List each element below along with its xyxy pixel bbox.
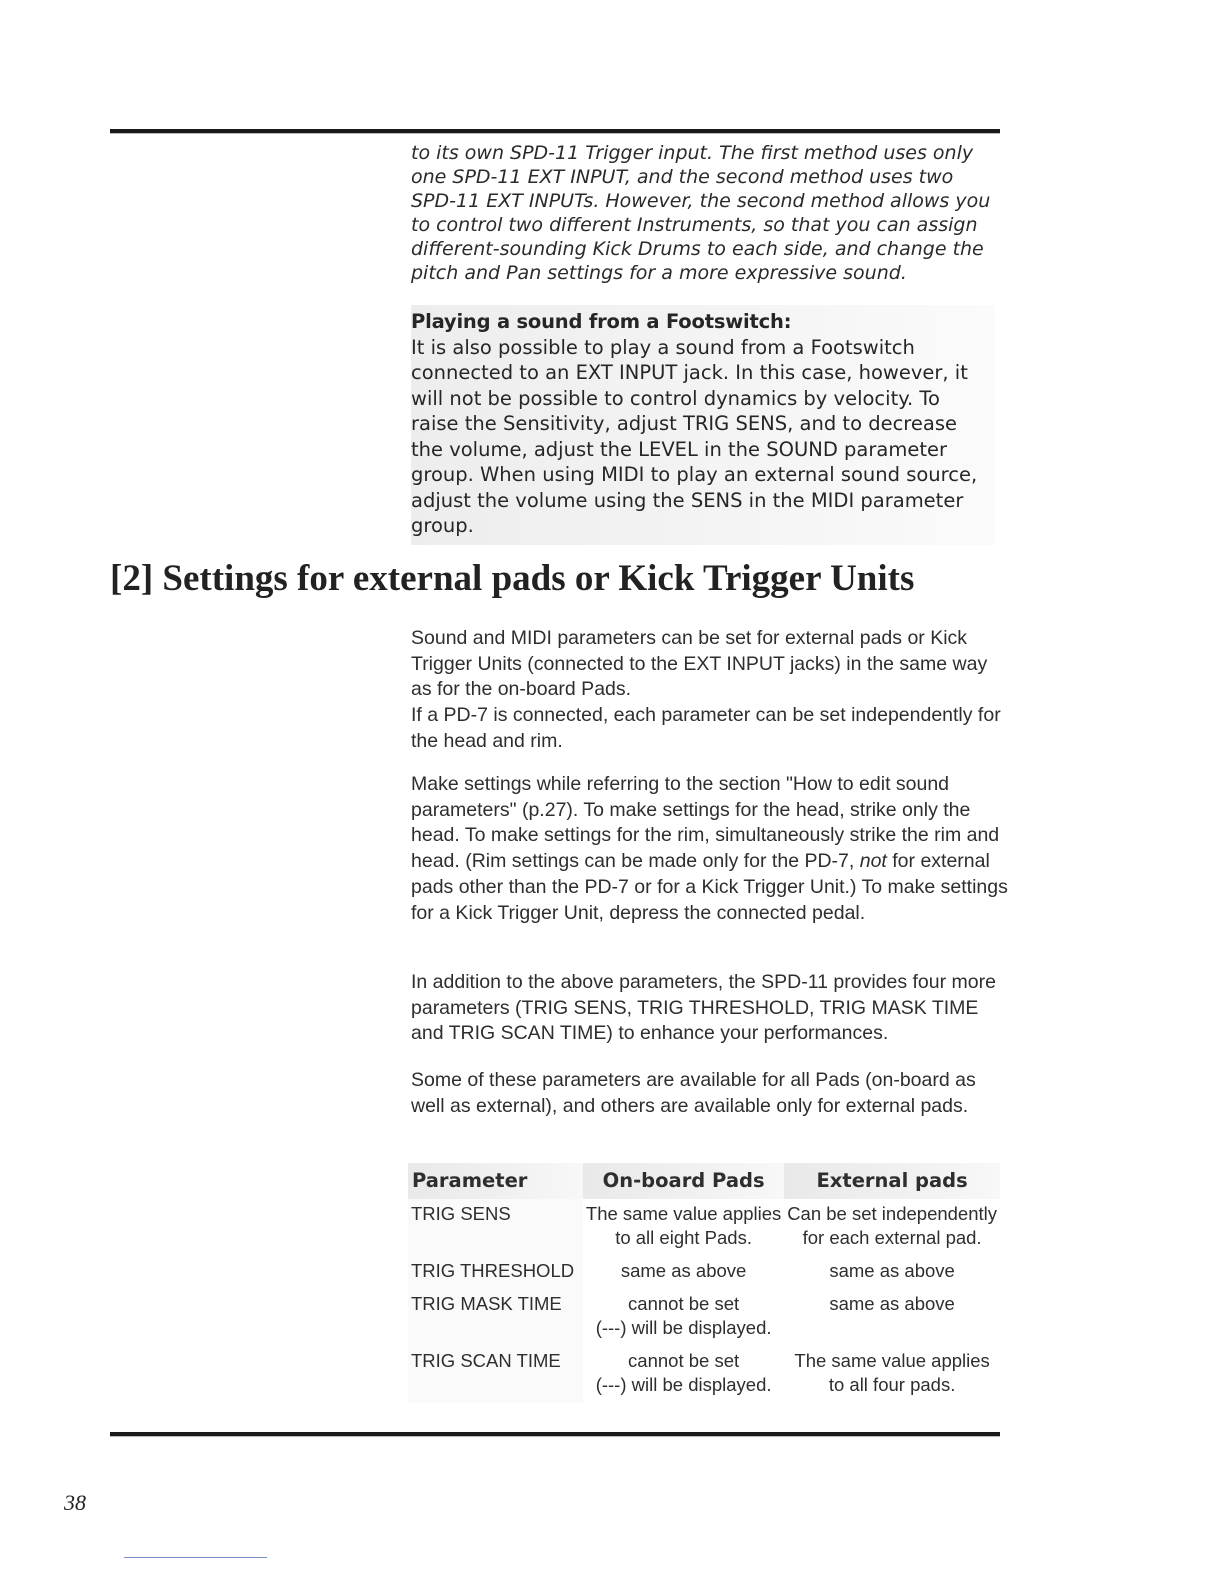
table-row (408, 1346, 1000, 1403)
onboard-value (583, 1256, 784, 1289)
header-onboard-pads: On-board Pads (583, 1163, 784, 1199)
paragraph-text: If a PD-7 is connected, each parameter can be set independently for the head and rim. (411, 704, 1001, 752)
footer-line (124, 1557, 267, 1558)
header-external-pads: External pads (784, 1163, 1000, 1199)
paragraph-text: Make settings while referring to the section "How to edit sound parameters" (p.27). To make settings for the head, strike only the head. To make settings for the rim, simultaneously strike the rim and head. (Rim settings can be made only for the PD-7, (411, 773, 1000, 873)
cell-line: to all four pads. (828, 1374, 956, 1395)
paragraph-additional-params: In addition to the above parameters, the SPD-11 provides four more parameters (TRIG SENS, TRIG THRESHOLD, TRIG MASK TIME and TRIG SCAN TIME) to enhance your performances. (411, 971, 996, 1045)
paragraph-availability: Some of these parameters are available for all Pads (on-board as well as external), and others are available only for external pads. (411, 1069, 976, 1117)
table-header-row (408, 1163, 1000, 1199)
cell-line: same as above (620, 1260, 747, 1281)
table-row (408, 1256, 1000, 1289)
param-name: TRIG THRESHOLD (408, 1256, 583, 1289)
cell-line: cannot be set (628, 1293, 740, 1314)
param-name: TRIG MASK TIME (408, 1289, 583, 1346)
intro-paragraph: to its own SPD-11 Trigger input. The first method uses only one SPD-11 EXT INPUT, and the second method uses two SPD-11 EXT INPUTs. However, the second method allows you to control two different Instruments, so that you can assign different-sounding Kick Drums to each side, and change the pitch and Pan settings for a more expressive sound. (411, 142, 991, 284)
external-value (784, 1346, 1000, 1403)
cell-line: Can be set independently (787, 1203, 998, 1224)
parameter-table (408, 1163, 1000, 1403)
note-title: Playing a sound from a Footswitch: (411, 310, 792, 333)
param-name: TRIG SENS (408, 1199, 583, 1256)
footswitch-note (411, 305, 995, 545)
external-value (784, 1199, 1000, 1256)
cell-line: cannot be set (628, 1350, 740, 1371)
cell-line: same as above (829, 1260, 955, 1281)
table-row (408, 1289, 1000, 1346)
onboard-value (583, 1289, 784, 1346)
bottom-rule (110, 1432, 1000, 1437)
onboard-value (583, 1346, 784, 1403)
note-body: It is also possible to play a sound from a Footswitch connected to an EXT INPUT jack. In this case, however, it will not be possible to control dynamics by velocity. To raise the Sensitivity, adjust TRIG SENS, and to decrease the volume, adjust the LEVEL in the SOUND parameter group. When using MIDI to play an external sound source, adjust the volume using the SENS in the MIDI parameter group. (411, 335, 978, 537)
cell-line: The same value applies (794, 1350, 990, 1371)
paragraph-text: Sound and MIDI parameters can be set for external pads or Kick Trigger Units (connected to the EXT INPUT jacks) in the same way as for the on-board Pads. (411, 627, 988, 701)
onboard-value (583, 1199, 784, 1256)
page-number: 38 (64, 1490, 86, 1515)
header-parameter: Parameter (408, 1163, 583, 1199)
cell-line: to all eight Pads. (615, 1227, 752, 1248)
emphasis-not: not (859, 850, 887, 873)
paragraph-sound-midi (411, 626, 1011, 755)
cell-line: (---) will be displayed. (595, 1317, 772, 1338)
section-title: [2] Settings for external pads or Kick Trigger Units (110, 558, 915, 599)
top-rule (110, 129, 1000, 134)
cell-line: The same value applies (585, 1203, 782, 1224)
table-row (408, 1199, 1000, 1256)
external-value (784, 1256, 1000, 1289)
paragraph-make-settings (411, 772, 1011, 926)
cell-line: (---) will be displayed. (595, 1374, 772, 1395)
external-value (784, 1289, 1000, 1346)
cell-line: for each external pad. (802, 1227, 982, 1248)
param-name: TRIG SCAN TIME (408, 1346, 583, 1403)
paragraph-text: for external pads other than the PD-7 or for a Kick Trigger Unit.) To make settings for a Kick Trigger Unit, depress the connected pedal. (411, 850, 1008, 924)
cell-line: same as above (829, 1293, 955, 1314)
